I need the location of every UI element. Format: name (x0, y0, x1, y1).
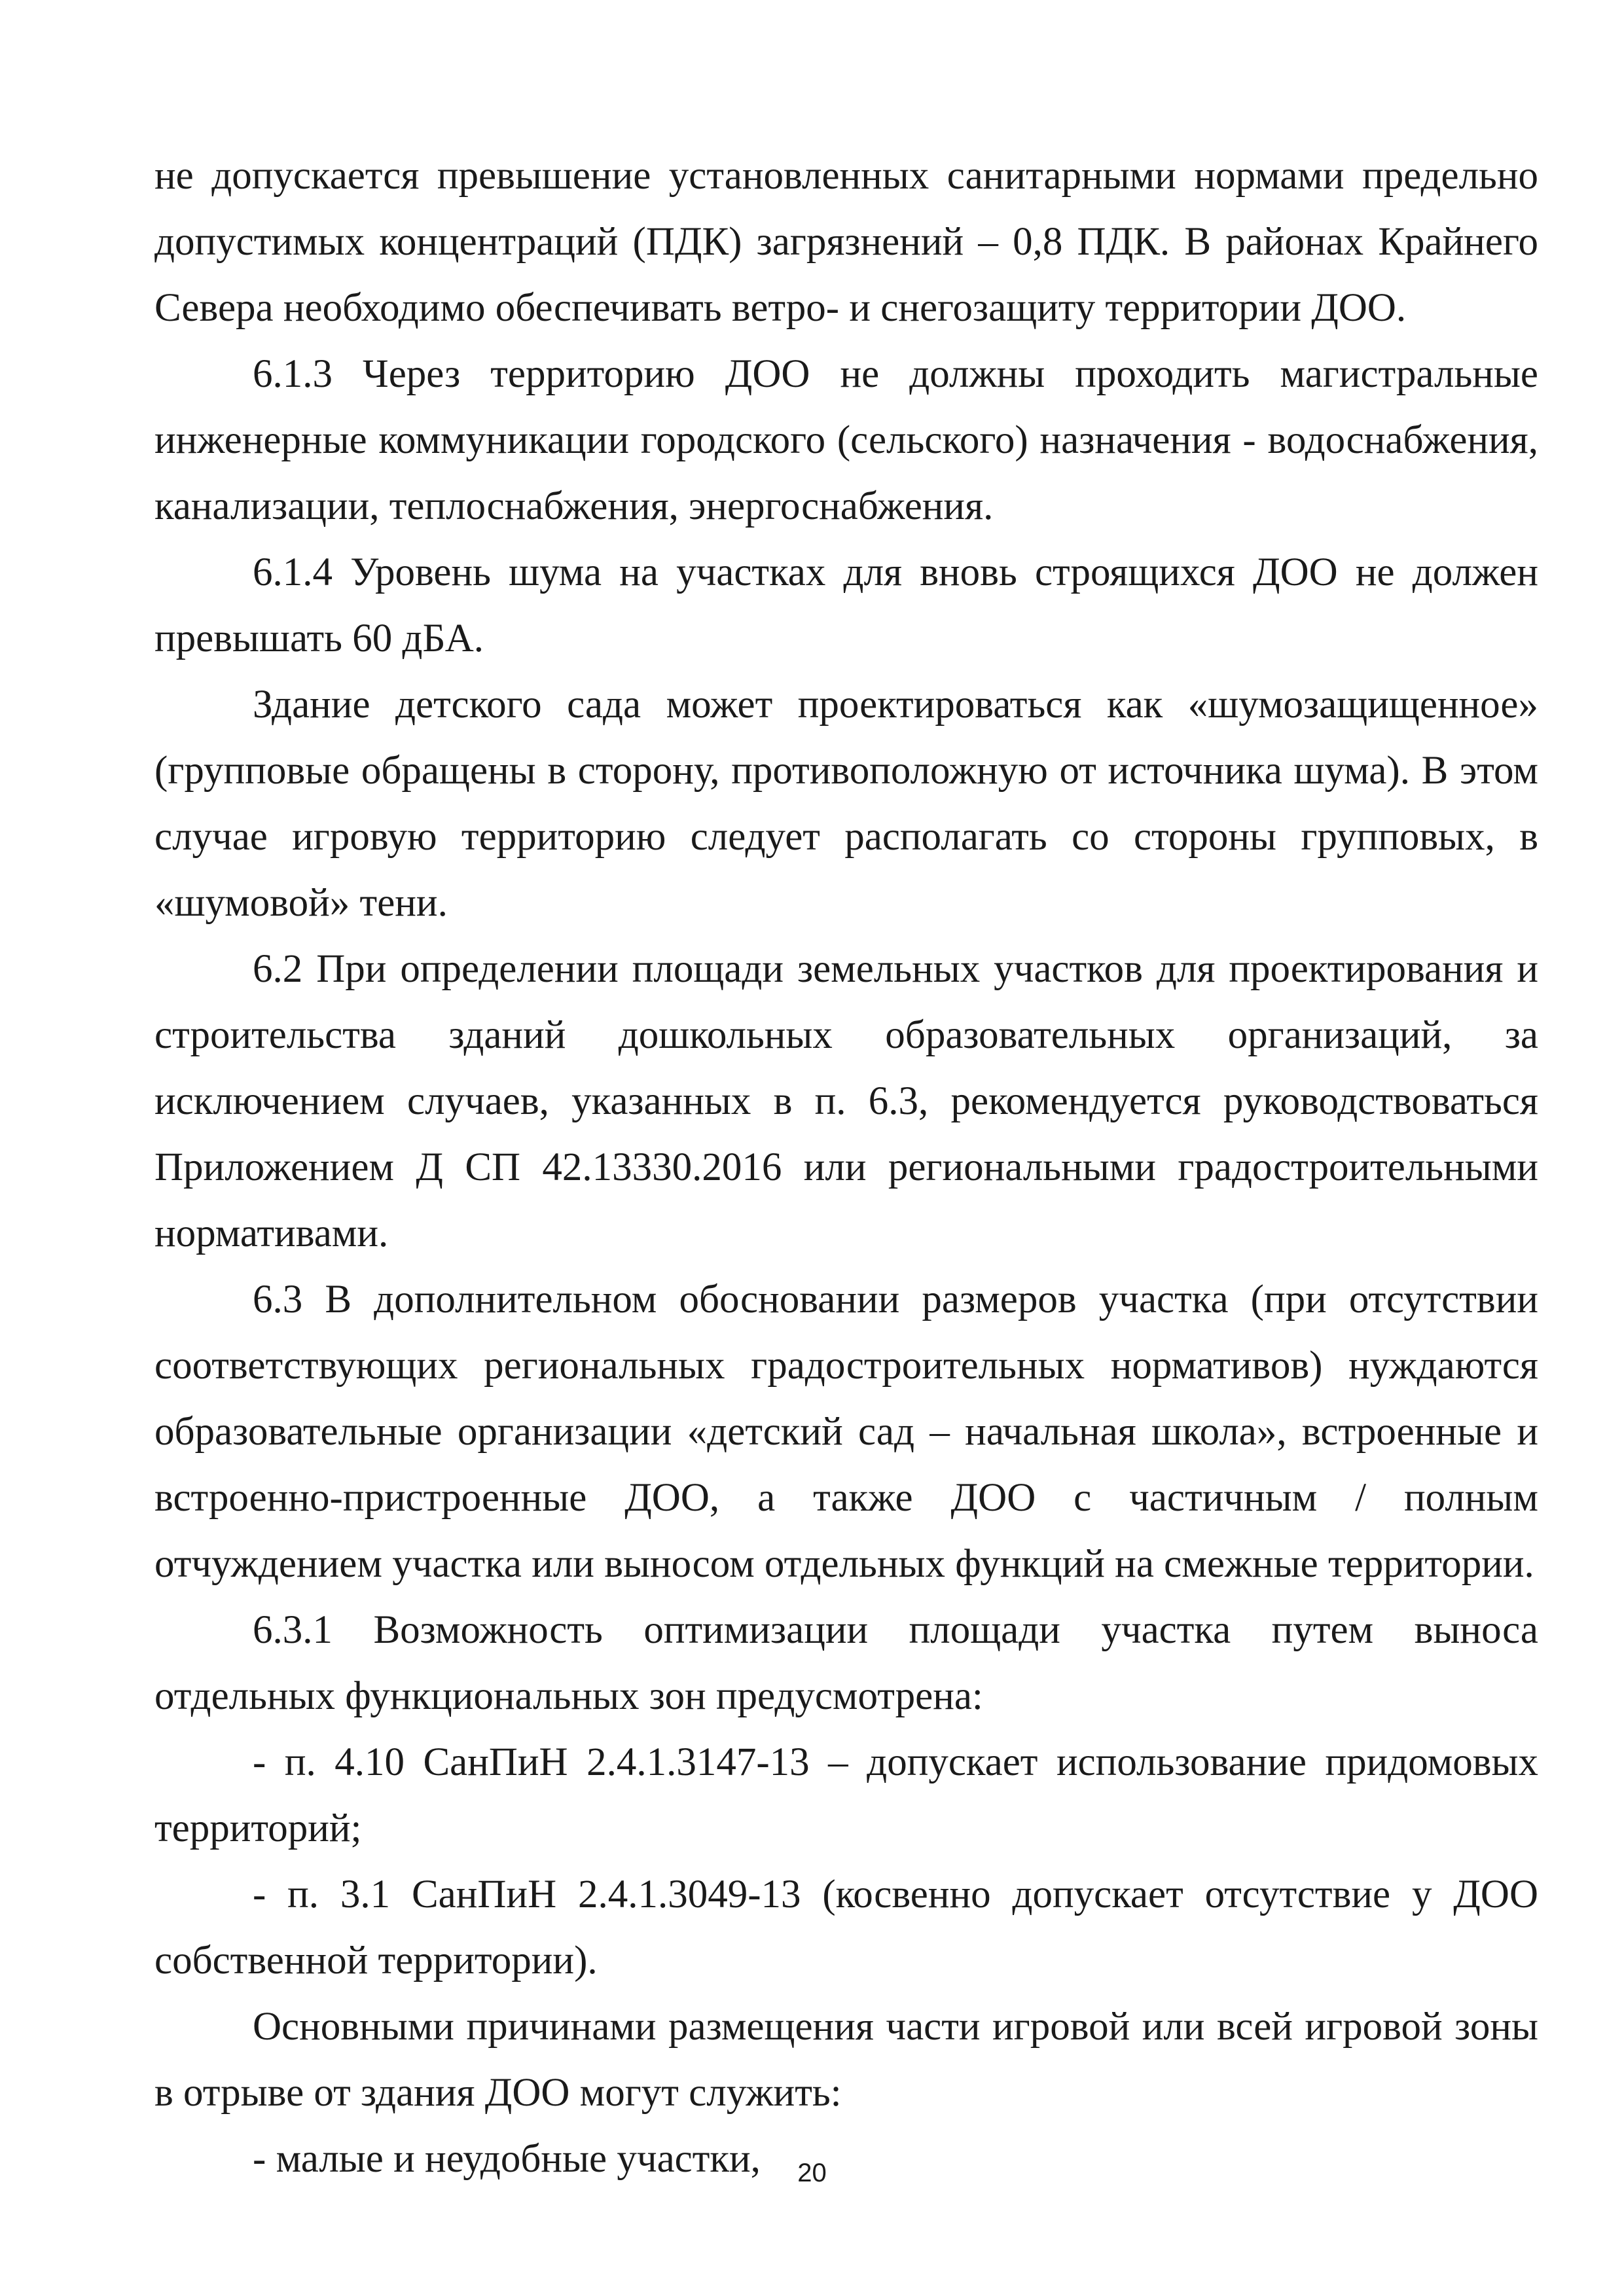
list-item-sanpin-3147: - п. 4.10 СанПиН 2.4.1.3147-13 – допускает использование придомовых территорий; (154, 1740, 1538, 1850)
paragraph-6-1-3: 6.1.3 Через территорию ДОО не должны проходить магистральные инженерные коммуникации городского (сельского) назначения - водоснабжения, канализации, теплоснабжения, энергоснабжения. (154, 352, 1538, 528)
paragraph-6-2: 6.2 При определении площади земельных участков для проектирования и строительства зданий дошкольных образовательных организаций, за исключением случаев, указанных в п. 6.3, рекомендуется руководствоваться Приложением Д СП 42.13330.2016 или региональными градостроительными нормативами. (154, 947, 1538, 1255)
paragraph-noise-protected-building: Здание детского сада может проектироваться как «шумозащищенное» (групповые обращены в сторону, противоположную от источника шума). В этом случае игровую территорию следует располагать со стороны групповых, в «шумовой» тени. (154, 683, 1538, 925)
paragraph-continuation: не допускается превышение установленных санитарными нормами предельно допустимых концентраций (ПДК) загрязнений – 0,8 ПДК. В районах Крайнего Севера необходимо обеспечивать ветро- и снегозащиту территории ДОО. (154, 154, 1538, 330)
paragraph-6-3-1: 6.3.1 Возможность оптимизации площади участка путем выноса отдельных функциональных зон предусмотрена: (154, 1608, 1538, 1718)
page-number: 20 (797, 2159, 827, 2187)
list-item-small-plots: - малые и неудобные участки, (253, 2137, 761, 2181)
paragraph-6-1-4: 6.1.4 Уровень шума на участках для вновь строящихся ДОО не должен превышать 60 дБА. (154, 550, 1538, 660)
paragraph-6-3: 6.3 В дополнительном обосновании размеров участка (при отсутствии соответствующих региональных градостроительных нормативов) нуждаются образовательные организации «детский сад – начальная школа», встроенные и встроенно-пристроенные ДОО, а также ДОО с частичным / полным отчуждением участка или выносом отдельных функций на смежные территории. (154, 1278, 1538, 1586)
list-item-sanpin-3049: - п. 3.1 СанПиН 2.4.1.3049-13 (косвенно допускает отсутствие у ДОО собственной территории). (154, 1873, 1538, 1982)
paragraph-main-reasons: Основными причинами размещения части игровой или всей игровой зоны в отрыве от здания ДОО могут служить: (154, 2005, 1538, 2115)
document-body (154, 143, 1538, 2192)
